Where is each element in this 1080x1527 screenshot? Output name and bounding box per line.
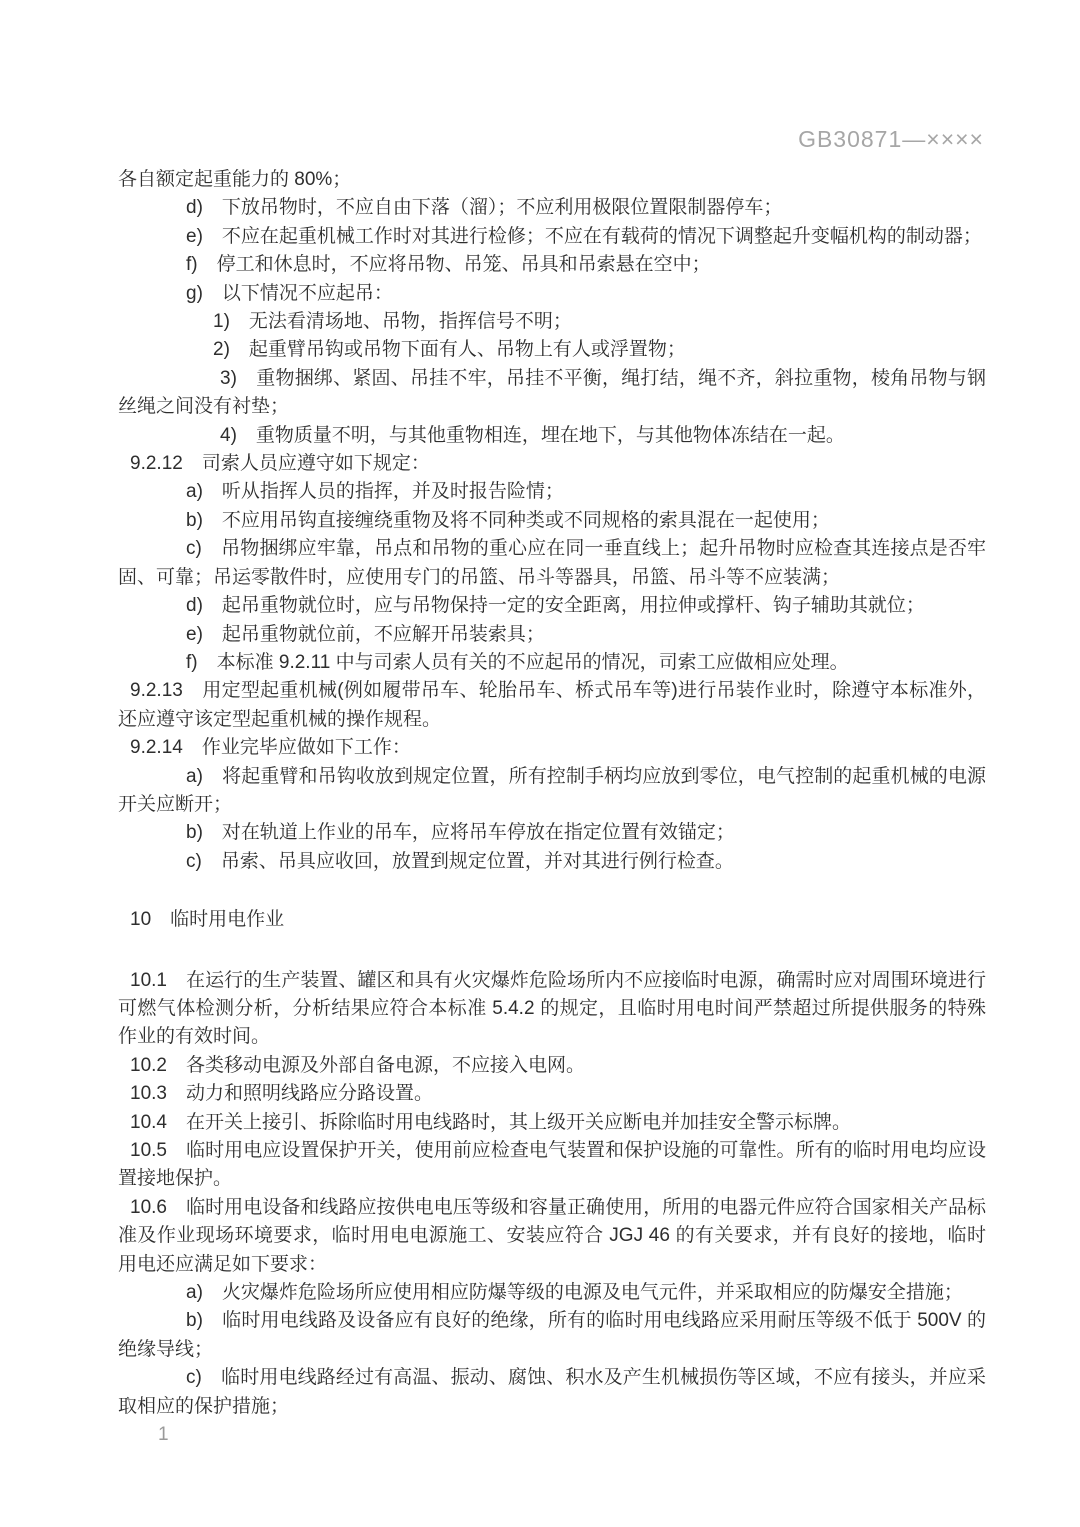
paragraph: 2) 起重臂吊钩或吊物下面有人、吊物上有人或浮置物； bbox=[213, 339, 686, 361]
paragraph: 各自额定起重能力的 80%； bbox=[118, 169, 352, 190]
paragraph: 4) 重物质量不明，与其他重物相连，埋在地下，与其他物体冻结在一起。 bbox=[220, 424, 845, 446]
paragraph: 9.2.12 司索人员应遵守如下规定： bbox=[130, 453, 430, 475]
paragraph: c) 吊索、吊具应收回，放置到规定位置，并对其进行例行检查。 bbox=[186, 850, 734, 872]
paragraph: 10.4 在开关上接引、拆除临时用电线路时，其上级开关应断电并加挂安全警示标牌。 bbox=[130, 1111, 851, 1133]
paragraph: a) 将起重臂和吊钩收放到规定位置，所有控制手柄均应放到零位，电气控制的起重机械的电源开关应断开； bbox=[118, 765, 986, 815]
paragraph: b) 对在轨道上作业的吊车，应将吊车停放在指定位置有效锚定； bbox=[186, 822, 735, 844]
paragraph: e) 起吊重物就位前，不应解开吊装索具； bbox=[186, 623, 545, 645]
paragraph: d) 下放吊物时，不应自由下落（溜）；不应利用极限位置限制器停车； bbox=[186, 197, 783, 219]
paragraph: d) 起吊重物就位时，应与吊物保持一定的安全距离，用拉伸或撑杆、钩子辅助其就位； bbox=[186, 595, 925, 617]
paragraph: 1) 无法看清场地、吊物，指挥信号不明； bbox=[213, 311, 572, 333]
paragraph: a) 听从指挥人员的指挥，并及时报告险情； bbox=[186, 481, 564, 503]
paragraph: a) 火灾爆炸危险场所应使用相应防爆等级的电源及电气元件，并采取相应的防爆安全措施； bbox=[186, 1282, 963, 1304]
paragraph: g) 以下情况不应起吊： bbox=[186, 282, 393, 304]
paragraph: e) 不应在起重机械工作时对其进行检修；不应在有载荷的情况下调整起升变幅机构的制动器； bbox=[186, 225, 982, 247]
paragraph: 10.2 各类移动电源及外部自备电源，不应接入电网。 bbox=[130, 1054, 585, 1076]
paragraph: 9.2.13 用定型起重机械(例如履带吊车、轮胎吊车、桥式吊车等)进行吊装作业时，除遵守本标准外，还应遵守该定型起重机械的操作规程。 bbox=[118, 680, 986, 730]
section-heading: 10 临时用电作业 bbox=[130, 909, 285, 931]
paragraph: f) 停工和休息时，不应将吊物、吊笼、吊具和吊索悬在空中； bbox=[186, 254, 711, 276]
paragraph: f) 本标准 9.2.11 中与司索人员有关的不应起吊的情况，司索工应做相应处理。 bbox=[186, 651, 849, 673]
paragraph: c) 吊物捆绑应牢靠，吊点和吊物的重心应在同一垂直线上；起升吊物时应检查其连接点是否牢固、可靠；吊运零散件时，应使用专门的吊篮、吊斗等器具，吊篮、吊斗等不应装满； bbox=[118, 538, 986, 588]
paragraph: 3) 重物捆绑、紧固、吊挂不牢，吊挂不平衡，绳打结，绳不齐，斜拉重物，棱角吊物与钢丝绳之间没有衬垫； bbox=[118, 367, 986, 418]
paragraph: c) 临时用电线路经过有高温、振动、腐蚀、积水及产生机械损伤等区域，不应有接头，并应采取相应的保护措施； bbox=[118, 1367, 986, 1417]
paragraph: 10.5 临时用电应设置保护开关，使用前应检查电气装置和保护设施的可靠性。所有的临时用电均应设置接地保护。 bbox=[118, 1140, 986, 1190]
paragraph: 9.2.14 作业完毕应做如下工作： bbox=[130, 737, 411, 759]
document-body bbox=[118, 166, 986, 1421]
paragraph: b) 临时用电线路及设备应有良好的绝缘，所有的临时用电线路应采用耐压等级不低于 500V 的绝缘导线； bbox=[118, 1310, 986, 1360]
standard-number-header: GB30871—×××× bbox=[798, 126, 984, 152]
paragraph: b) 不应用吊钩直接缠绕重物及将不同种类或不同规格的索具混在一起使用； bbox=[186, 509, 830, 531]
page-number: 1 bbox=[158, 1424, 169, 1445]
paragraph: 10.1 在运行的生产装置、罐区和具有火灾爆炸危险场所内不应接临时电源，确需时应对周围环境进行可燃气体检测分析，分析结果应符合本标准 5.4.2 的规定，且临时用电时间严禁超过所提供服务的特殊作业的有效时间。 bbox=[118, 969, 986, 1048]
paragraph: 10.6 临时用电设备和线路应按供电电压等级和容量正确使用，所用的电器元件应符合国家相关产品标准及作业现场环境要求，临时用电电源施工、安装应符合 JGJ 46 的有关要求，并有良好的接地，临时用电还应满足如下要求： bbox=[118, 1196, 986, 1275]
paragraph: 10.3 动力和照明线路应分路设置。 bbox=[130, 1083, 433, 1105]
